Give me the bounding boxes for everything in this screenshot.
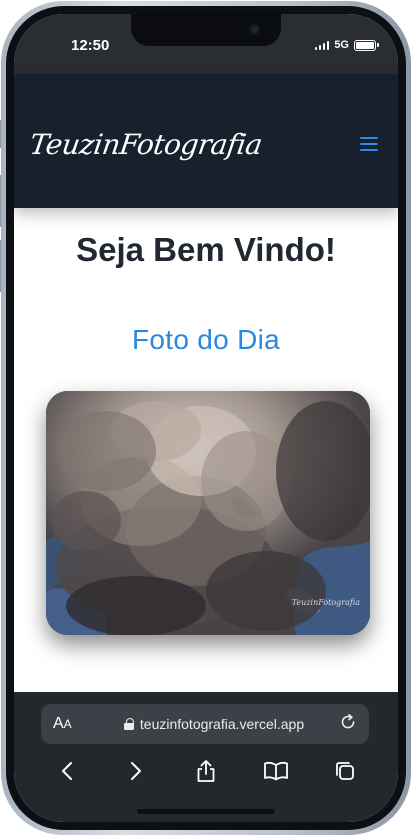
photo-of-the-day-title: Foto do Dia	[131, 324, 281, 355]
address-bar[interactable]	[41, 704, 369, 744]
site-logo[interactable]: TeuzinFotografia	[27, 127, 265, 161]
url-display[interactable]	[93, 716, 335, 732]
photo-of-the-day-image[interactable]	[46, 391, 370, 635]
share-icon[interactable]	[189, 754, 223, 788]
hamburger-menu-icon[interactable]	[360, 137, 378, 151]
front-camera	[249, 24, 260, 35]
welcome-heading: Seja Bem Vindo!	[76, 231, 336, 268]
text-size-button[interactable]: AA	[53, 715, 72, 732]
chevron-left-icon[interactable]	[50, 754, 84, 788]
status-time: 12:50	[71, 37, 110, 54]
status-bar	[14, 14, 398, 74]
browser-nav-row	[14, 754, 398, 788]
phone-screen	[14, 14, 398, 822]
battery-fill	[356, 42, 374, 49]
photo-watermark: TeuzinFotografia	[291, 598, 360, 607]
reload-icon[interactable]	[335, 713, 357, 736]
home-indicator	[137, 809, 275, 814]
url-text: teuzinfotografia.vercel.app	[139, 716, 305, 732]
phone-bezel	[6, 6, 406, 830]
phone-frame	[1, 1, 411, 835]
chevron-right-icon[interactable]	[119, 754, 153, 788]
site-header	[14, 74, 398, 208]
signal-icon	[315, 40, 330, 50]
notch	[131, 14, 281, 46]
lock-icon	[124, 718, 134, 730]
network-label: 5G	[334, 39, 349, 51]
battery-icon	[354, 40, 376, 51]
status-icons	[315, 39, 376, 51]
browser-toolbar	[14, 692, 398, 822]
tabs-icon[interactable]	[328, 754, 362, 788]
book-icon[interactable]	[259, 754, 293, 788]
